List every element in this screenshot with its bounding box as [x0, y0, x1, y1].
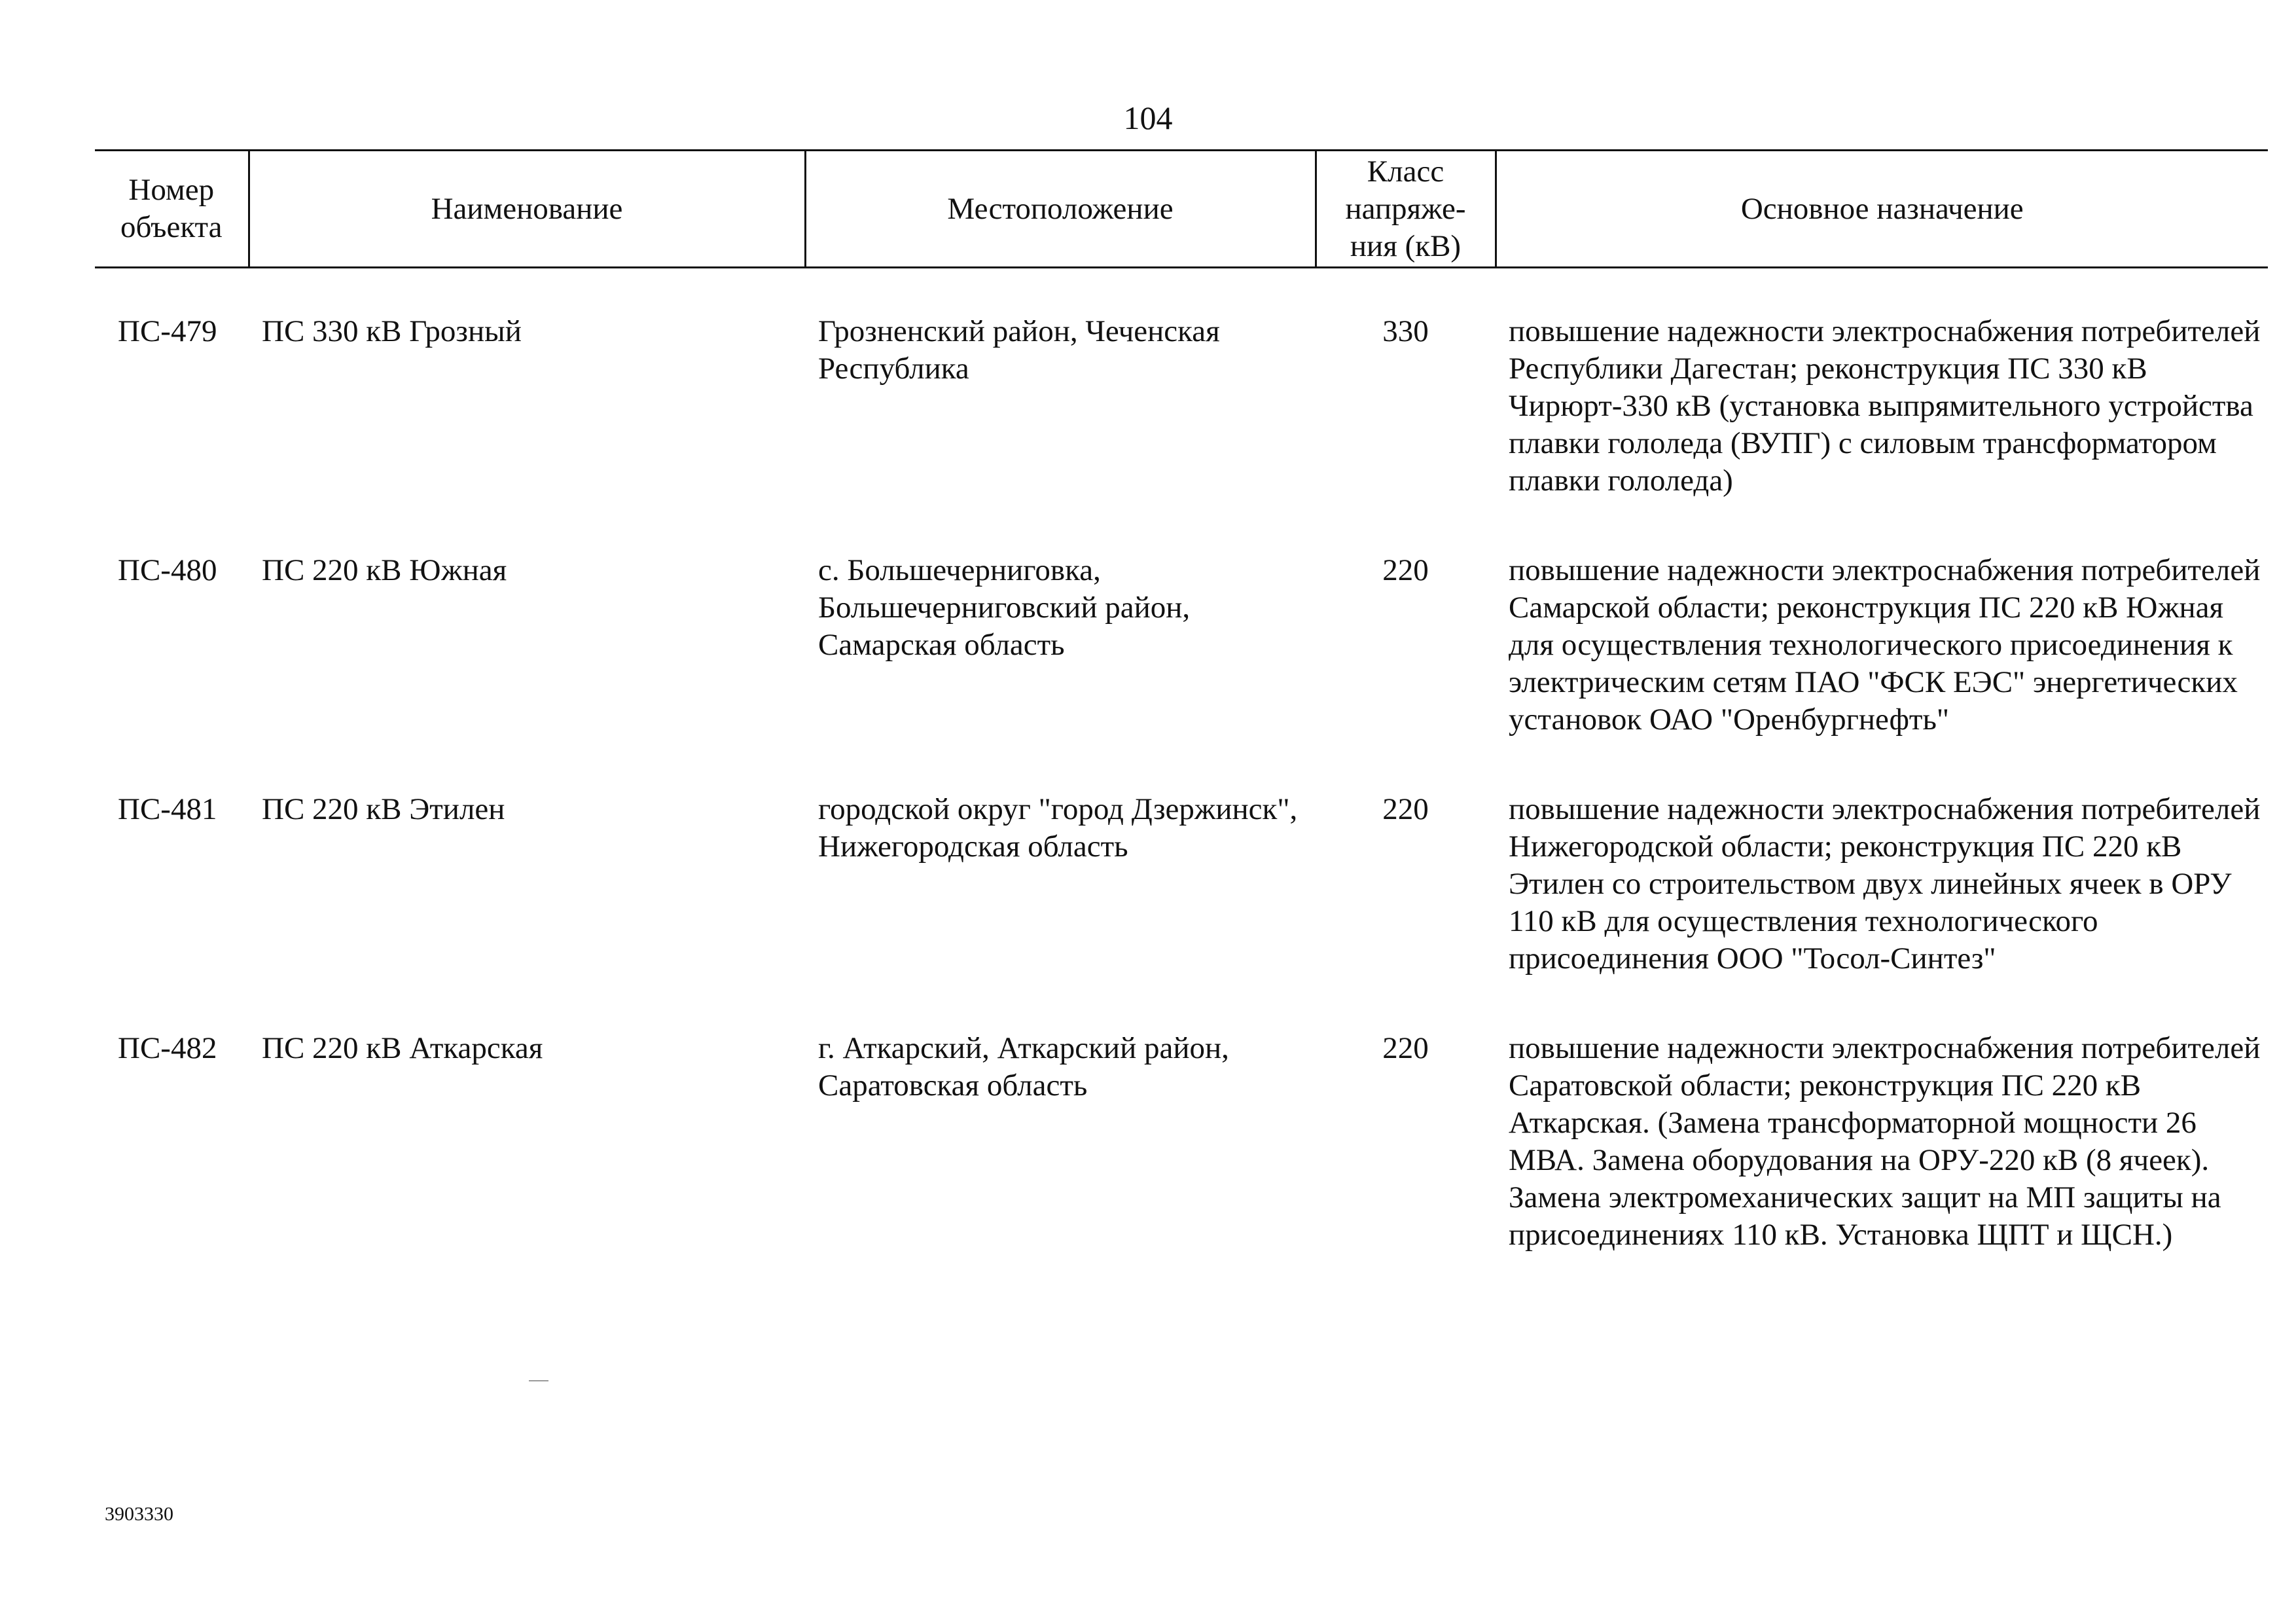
- object-location: Грозненский район, Чеченская Республика: [818, 314, 1220, 386]
- object-voltage: 220: [1382, 553, 1429, 587]
- object-purpose: повышение надежности электроснабжения потребителей Республики Дагестан; реконструкция ПС 330 кВ Чирюрт-330 кВ (установка выпрямительного устройства плавки гололеда (ВУПГ) с силовым трансформатором плавки гололеда): [1509, 314, 2261, 498]
- header-number: Номер объекта: [95, 151, 249, 268]
- object-purpose: повышение надежности электроснабжения потребителей Нижегородской области; реконструкция ПС 220 кВ Этилен со строительством двух линейных ячеек в ОРУ 110 кВ для осуществления технологического присоединения ООО "Тосол-Синтез": [1509, 792, 2261, 976]
- table-row: [95, 791, 2268, 1030]
- object-purpose: повышение надежности электроснабжения потребителей Самарской области; реконструкция ПС 220 кВ Южная для осуществления технологического присоединения к электрическим сетям ПАО "ФСК ЕЭС" энергетических установок ОАО "Оренбургнефть": [1509, 553, 2261, 737]
- object-voltage: 220: [1382, 1031, 1429, 1065]
- table-row: [95, 1030, 2268, 1306]
- header-name: Наименование: [249, 151, 805, 268]
- object-number: ПС-482: [118, 1031, 217, 1065]
- object-name: ПС 330 кВ Грозный: [262, 314, 522, 348]
- header-voltage: Класс напряже-ния (кВ): [1316, 151, 1496, 268]
- page-number: 104: [1123, 100, 1173, 136]
- object-location: городской округ "город Дзержинск", Нижегородская область: [818, 792, 1298, 864]
- table-body: [95, 268, 2268, 1307]
- table-row: [95, 552, 2268, 791]
- object-voltage: 330: [1382, 314, 1429, 348]
- table-header: [95, 151, 2268, 268]
- header-row: [95, 151, 2268, 268]
- object-location: г. Аткарский, Аткарский район, Саратовская область: [818, 1031, 1229, 1103]
- table-row: [95, 268, 2268, 553]
- header-location: Местоположение: [805, 151, 1316, 268]
- object-location: с. Большечерниговка, Большечерниговский район, Самарская область: [818, 553, 1191, 662]
- object-number: ПС-481: [118, 792, 217, 826]
- footer-code: 3903330: [105, 1503, 173, 1525]
- object-number: ПС-480: [118, 553, 217, 587]
- object-voltage: 220: [1382, 792, 1429, 826]
- object-name: ПС 220 кВ Аткарская: [262, 1031, 543, 1065]
- object-name: ПС 220 кВ Южная: [262, 553, 507, 587]
- scan-mark: [529, 1380, 548, 1381]
- object-purpose: повышение надежности электроснабжения потребителей Саратовской области; реконструкция ПС 220 кВ Аткарская. (Замена трансформаторной мощности 26 МВА. Замена оборудования на ОРУ-220 кВ (8 ячеек). Замена электромеханических защит на МП защиты на присоединениях 110 кВ. Установка ЩПТ и ЩСН.): [1509, 1031, 2261, 1252]
- object-number: ПС-479: [118, 314, 217, 348]
- header-purpose: Основное назначение: [1496, 151, 2268, 268]
- object-name: ПС 220 кВ Этилен: [262, 792, 505, 826]
- objects-table: [95, 149, 2268, 1306]
